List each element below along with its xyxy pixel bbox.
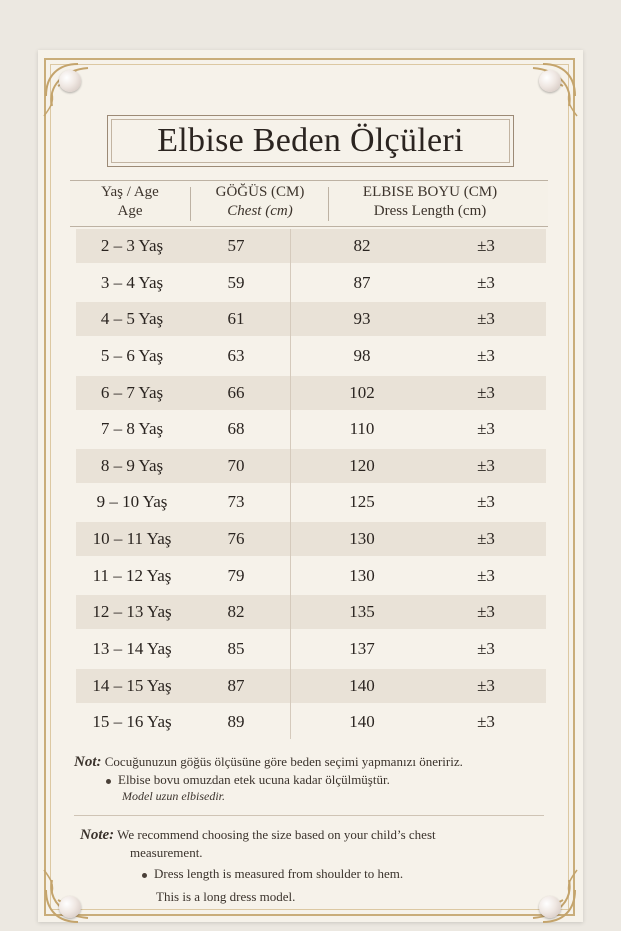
notes-divider: [74, 815, 544, 816]
table-row: [76, 559, 546, 593]
cell-tolerance: ±3: [477, 492, 495, 512]
table-row: [76, 485, 546, 519]
cell-length: 137: [349, 639, 375, 659]
pearl-icon: [59, 896, 81, 918]
cell-age: 12 – 13 Yaş: [92, 602, 172, 622]
cell-length: 125: [349, 492, 375, 512]
header-age-tr: Yaş / Age: [101, 184, 159, 200]
bullet-icon: [106, 779, 111, 784]
cell-length: 110: [349, 419, 375, 439]
table-row: [76, 339, 546, 373]
cell-age: 14 – 15 Yaş: [92, 675, 172, 695]
notes-en: [80, 826, 540, 905]
cell-tolerance: ±3: [477, 639, 495, 659]
column-divider: [290, 229, 291, 739]
note-label-en: Note:: [80, 827, 115, 843]
cell-tolerance: ±3: [477, 712, 495, 732]
cell-age: 11 – 12 Yaş: [92, 565, 172, 585]
header-age-en: Age: [117, 203, 143, 219]
cell-length: 82: [353, 236, 371, 255]
cell-tolerance: ±3: [477, 455, 495, 475]
table-header: [70, 180, 548, 227]
cell-tolerance: ±3: [477, 602, 495, 622]
note-bullet-en: Dress length is measured from shoulder to hem.: [154, 866, 404, 881]
note-italic-tr: Model uzun elbisedir.: [122, 789, 225, 803]
header-divider: [328, 187, 329, 221]
header-length: [330, 183, 530, 221]
cell-length: 87: [353, 272, 371, 292]
header-divider: [190, 187, 191, 221]
note-last-en: This is a long dress model.: [156, 889, 296, 904]
cell-tolerance: ±3: [477, 345, 495, 365]
cell-length: 135: [349, 602, 375, 622]
table-row: [76, 412, 546, 446]
bullet-icon: [142, 873, 147, 878]
header-chest: [192, 183, 328, 221]
cell-tolerance: ±3: [477, 565, 495, 585]
cell-age: 9 – 10 Yaş: [96, 492, 168, 512]
table-row: [76, 266, 546, 300]
header-chest-en: Chest (cm): [227, 203, 293, 219]
cell-tolerance: ±3: [477, 236, 495, 255]
cell-chest: 61: [227, 309, 245, 329]
cell-chest: 73: [227, 492, 245, 512]
note-text-en-2: measurement.: [130, 845, 203, 860]
cell-length: 120: [349, 455, 375, 475]
cell-tolerance: ±3: [477, 309, 495, 329]
cell-age: 8 – 9 Yaş: [100, 455, 164, 475]
cell-chest: 82: [227, 602, 245, 622]
header-length-tr: ELBISE BOYU (CM): [362, 184, 498, 200]
table-row: [76, 229, 546, 263]
header-chest-tr: GÖĞÜS (CM): [215, 184, 305, 200]
corner-ornament-icon: [38, 56, 118, 136]
cell-length: 130: [349, 529, 375, 549]
notes-tr: [74, 753, 564, 805]
table-row: [76, 705, 546, 739]
table-row: [76, 302, 546, 336]
cell-length: 93: [353, 309, 371, 329]
table-row: [76, 449, 546, 483]
title-box: [107, 115, 514, 167]
pearl-icon: [59, 70, 81, 92]
cell-tolerance: ±3: [477, 675, 495, 695]
cell-chest: 59: [227, 272, 245, 292]
cell-age: 2 – 3 Yaş: [100, 236, 164, 255]
cell-age: 13 – 14 Yaş: [92, 639, 172, 659]
cell-chest: 63: [227, 345, 245, 365]
cell-chest: 66: [227, 382, 245, 402]
cell-age: 15 – 16 Yaş: [92, 712, 172, 732]
page-title: Elbise Beden Ölçüleri: [157, 122, 464, 159]
cell-chest: 57: [227, 236, 245, 255]
cell-age: 3 – 4 Yaş: [100, 272, 164, 292]
header-age: [70, 183, 190, 221]
note-label-tr: Not:: [74, 754, 102, 770]
table-row: [76, 376, 546, 410]
cell-age: 7 – 8 Yaş: [100, 419, 164, 439]
note-text-en-1: We recommend choosing the size based on your child’s chest: [117, 827, 436, 842]
cell-chest: 79: [227, 565, 245, 585]
size-table: [76, 229, 546, 742]
cell-tolerance: ±3: [477, 382, 495, 402]
pearl-icon: [539, 896, 561, 918]
note-bullet-tr: Elbise bovu omuzdan etek ucuna kadar ölçülmüştür.: [118, 772, 390, 787]
cell-chest: 87: [227, 675, 245, 695]
cell-age: 6 – 7 Yaş: [100, 382, 164, 402]
header-length-en: Dress Length (cm): [373, 203, 487, 219]
cell-chest: 76: [227, 529, 245, 549]
cell-tolerance: ±3: [477, 419, 495, 439]
cell-chest: 89: [227, 712, 245, 732]
cell-tolerance: ±3: [477, 529, 495, 549]
cell-tolerance: ±3: [477, 272, 495, 292]
table-row: [76, 595, 546, 629]
table-row: [76, 522, 546, 556]
cell-age: 10 – 11 Yaş: [92, 529, 172, 549]
cell-chest: 68: [227, 419, 245, 439]
pearl-icon: [539, 70, 561, 92]
cell-age: 5 – 6 Yaş: [100, 345, 164, 365]
table-row: [76, 669, 546, 703]
cell-length: 130: [349, 565, 375, 585]
cell-age: 4 – 5 Yaş: [100, 309, 164, 329]
cell-chest: 85: [227, 639, 245, 659]
table-row: [76, 632, 546, 666]
cell-length: 98: [353, 345, 371, 365]
cell-length: 140: [349, 675, 375, 695]
corner-ornament-icon: [503, 56, 583, 136]
cell-length: 102: [349, 382, 375, 402]
note-text-tr: Cocuğunuzun göğüs ölçüsüne göre beden seçimi yapmanızı öneririz.: [104, 754, 463, 769]
cell-chest: 70: [227, 455, 245, 475]
cell-length: 140: [349, 712, 375, 732]
